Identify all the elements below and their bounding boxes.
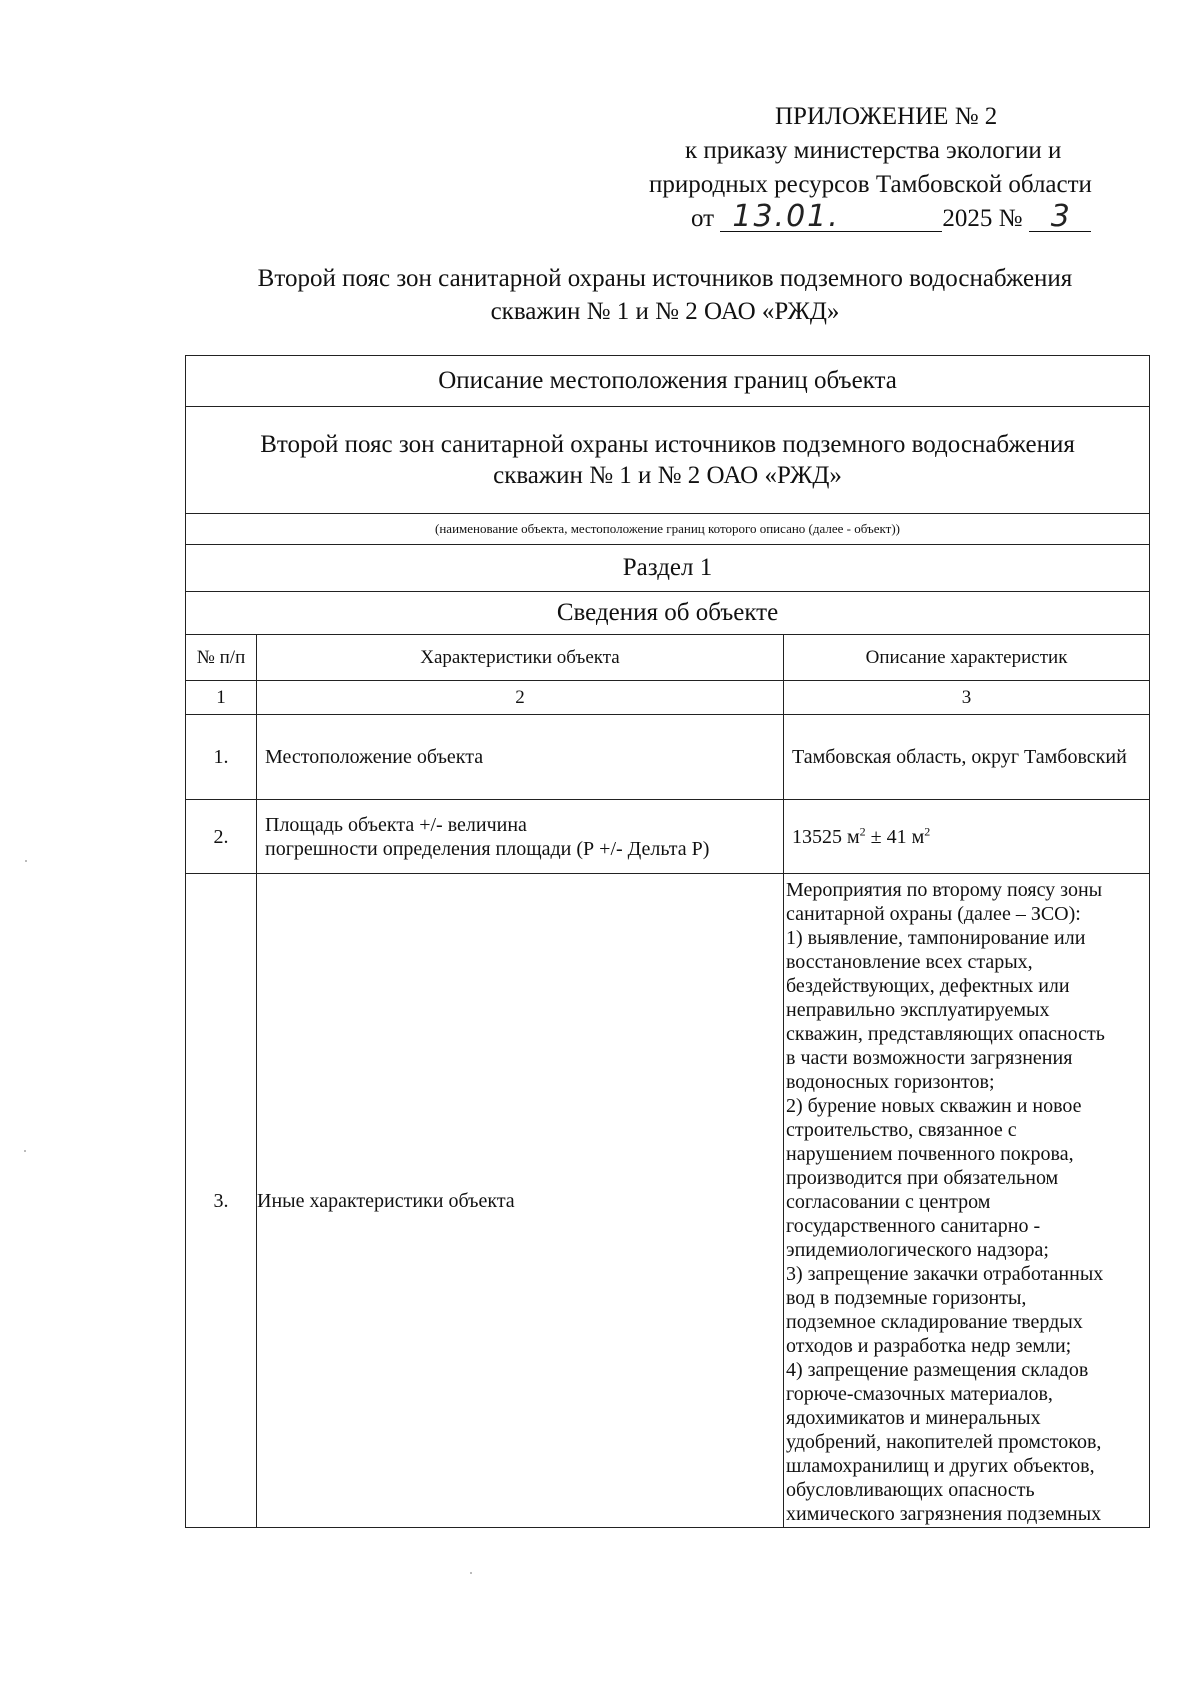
measure-line: бездействующих, дефектных или [786,975,1070,997]
row-number: 2. [186,800,257,874]
measure-line: производится при обязательном [786,1167,1059,1189]
column-number-3: 3 [784,681,1150,715]
document-title [190,262,1140,328]
measure-line: шламохранилищ и других объектов, [786,1455,1095,1477]
title-line-1: Второй пояс зон санитарной охраны источников подземного водоснабжения [257,265,1073,292]
row-description: Тамбовская область, округ Тамбовский [784,715,1150,800]
year-label: 2025 № [942,205,1023,232]
from-label: от [691,205,715,232]
measure-line: удобрений, накопителей промстоков, [786,1431,1102,1453]
row-number: 1. [186,715,257,800]
column-header-number: № п/п [186,635,257,681]
measure-line: горюче-смазочных материалов, [786,1383,1053,1405]
ministry-name: природных ресурсов Тамбовской области [649,171,1092,198]
measure-line: отходов и разработка недр земли; [786,1335,1072,1357]
measure-line: согласовании с центром [786,1191,991,1213]
order-date-line [640,199,1160,236]
area-characteristic-line-2: погрешности определения площади (Р +/- Дельта Р) [265,837,710,860]
measure-line: обусловливающих опасность [786,1479,1035,1501]
handwritten-date: 13.01. [720,203,942,232]
object-boundaries-table [185,355,1150,1528]
measure-line: Мероприятия по второму поясу зоны [786,879,1103,901]
column-number-2: 2 [257,681,784,715]
appendix-header [640,100,1160,236]
measure-line: 3) запрещение закачки отработанных [786,1263,1104,1285]
area-tolerance: ± 41 м [865,825,925,848]
row-characteristic: Иные характеристики объекта [257,874,784,1528]
row-characteristic [257,800,784,874]
row-characteristic: Местоположение объекта [257,715,784,800]
column-header-description: Описание характеристик [784,635,1150,681]
measure-line: 1) выявление, тампонирование или [786,927,1086,949]
row-description-measures [784,874,1150,1528]
table-row [186,874,1150,1528]
measure-line: в части возможности загрязнения [786,1047,1073,1069]
scan-speck [25,860,27,862]
scan-speck [470,1572,472,1574]
area-value-cell [784,800,1150,874]
object-name-cell [186,407,1150,514]
measure-line: подземное складирование твердых [786,1311,1083,1333]
table-row [186,715,1150,800]
measure-line: строительство, связанное с [786,1119,1017,1141]
measure-line: неправильно эксплуатируемых [786,999,1050,1021]
row-number: 3. [186,874,257,1528]
area-characteristic-line-1: Площадь объекта +/- величина [265,813,527,836]
measure-line: 4) запрещение размещения складов [786,1359,1089,1381]
measure-line: эпидемиологического надзора; [786,1239,1049,1261]
appendix-title: ПРИЛОЖЕНИЕ № 2 [775,103,998,130]
tolerance-unit-exponent: 2 [924,823,931,838]
measure-line: 2) бурение новых скважин и новое [786,1095,1082,1117]
order-reference: к приказу министерства экологии и [685,137,1062,164]
info-heading: Сведения об объекте [186,592,1150,635]
section-label: Раздел 1 [186,545,1150,592]
measure-line: вод в подземные горизонты, [786,1287,1027,1309]
measure-line: ядохимикатов и минеральных [786,1407,1041,1429]
measure-line: химического загрязнения подземных [786,1503,1102,1525]
column-number-1: 1 [186,681,257,715]
object-name-line-1: Второй пояс зон санитарной охраны источников подземного водоснабжения [260,431,1075,458]
table-row [186,800,1150,874]
measure-line: скважин, представляющих опасность [786,1023,1105,1045]
measure-line: государственного санитарно - [786,1215,1041,1237]
description-heading: Описание местоположения границ объекта [186,356,1150,407]
measure-line: водоносных горизонтов; [786,1071,995,1093]
object-name-line-2: скважин № 1 и № 2 ОАО «РЖД» [493,462,842,489]
measure-line: нарушением почвенного покрова, [786,1143,1074,1165]
area-unit-exponent: 2 [859,823,866,838]
measure-line: восстановление всех старых, [786,951,1033,973]
title-line-2: скважин № 1 и № 2 ОАО «РЖД» [490,298,840,325]
area-value: 13525 м [792,825,860,848]
column-header-characteristics: Характеристики объекта [257,635,784,681]
measure-line: санитарной охраны (далее – ЗСО): [786,903,1081,925]
handwritten-order-number: 3 [1029,203,1091,232]
object-caption: (наименование объекта, местоположение границ которого описано (далее - объект)) [186,514,1150,545]
scan-speck [24,1150,26,1152]
